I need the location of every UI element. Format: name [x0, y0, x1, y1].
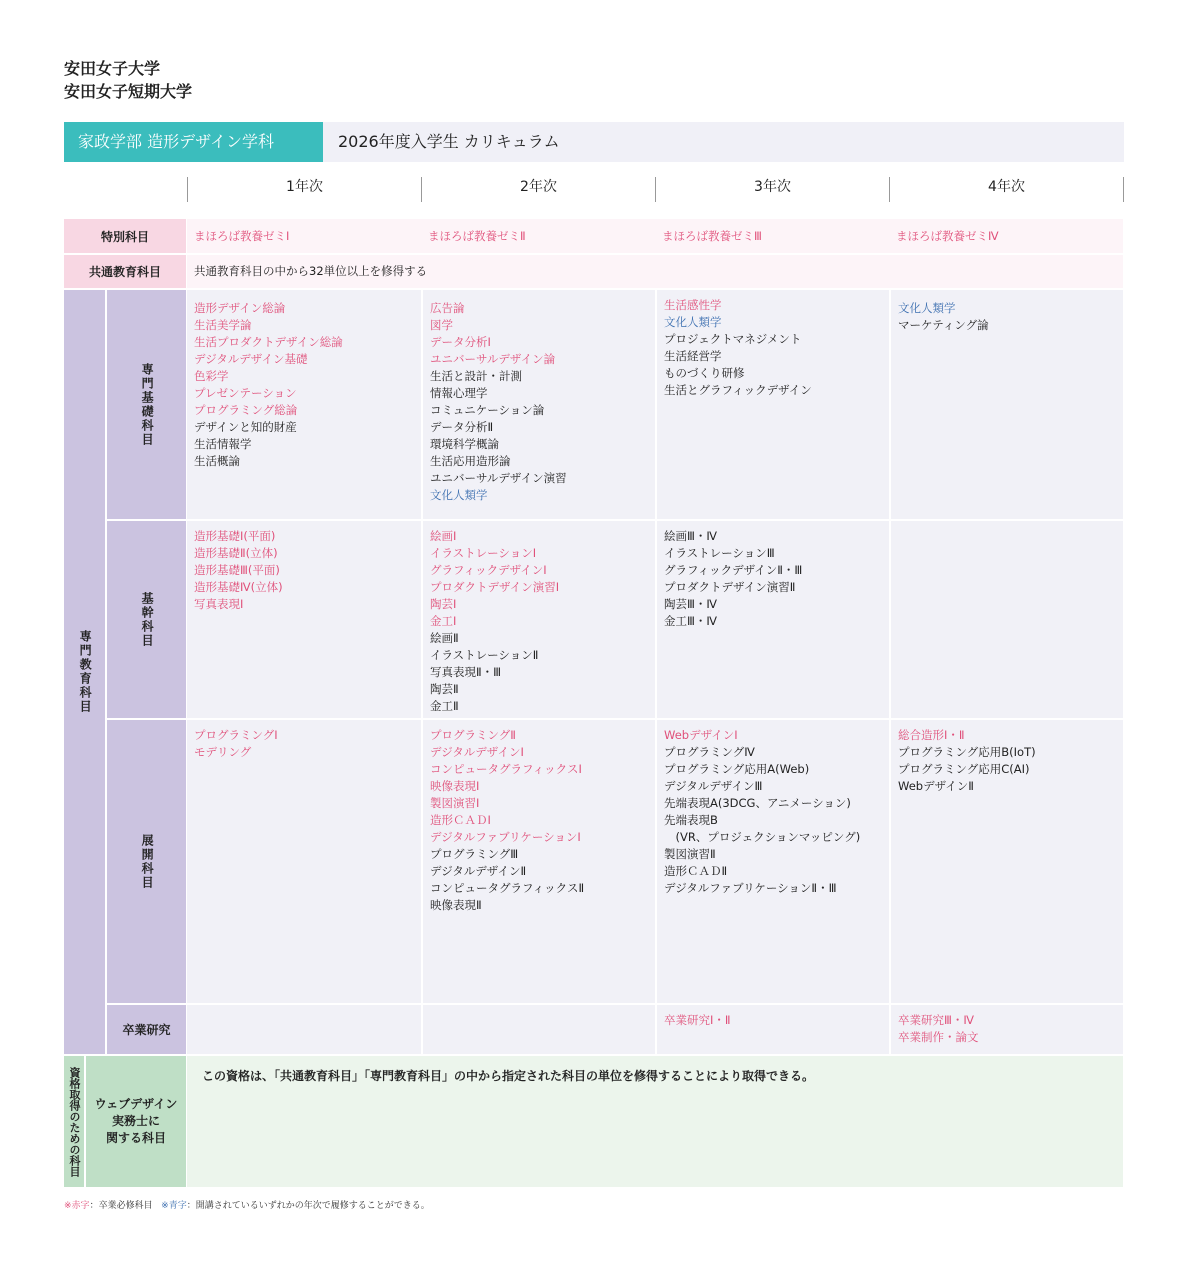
row-label-special: 特別科目 [64, 219, 186, 253]
subject-item: 金工Ⅲ・Ⅳ [664, 614, 718, 628]
subject-item: 製図演習Ⅱ [664, 847, 716, 861]
advanced-cell-y4 [891, 720, 1123, 1003]
subject-item: 図学 [430, 318, 453, 332]
year-header-1: 1年次 [187, 177, 421, 202]
subject-item: イラストレーションⅠ [430, 546, 537, 560]
major-education-label [64, 290, 105, 1054]
subject-item: 生活経営学 [664, 349, 722, 363]
subject-item: データ分析Ⅱ [430, 420, 494, 434]
subject-item: 絵画Ⅲ・Ⅳ [664, 529, 718, 543]
subject-item: グラフィックデザインⅠ [430, 563, 547, 577]
special-item-y3: まほろば教養ゼミⅢ [662, 229, 762, 243]
subject-item: プレゼンテーション [194, 386, 297, 400]
subject-item: 生活応用造形論 [430, 454, 511, 468]
subject-item: プログラミング総論 [194, 403, 298, 417]
subject-item: デジタルデザインⅢ [664, 779, 763, 793]
subject-item: 生活美学論 [194, 318, 252, 332]
row-label-common: 共通教育科目 [64, 255, 186, 288]
subject-item: 映像表現Ⅱ [430, 898, 482, 912]
subject-item: プロダクトデザイン演習Ⅱ [664, 580, 796, 594]
subject-item: 絵画Ⅰ [430, 529, 457, 543]
subject-item: 文化人類学 [430, 488, 488, 502]
subject-item: モデリング [194, 745, 252, 759]
subject-item: 金工Ⅰ [430, 614, 457, 628]
subject-item: 造形基礎Ⅱ(立体) [194, 546, 278, 560]
subject-item: 卒業制作・論文 [898, 1030, 979, 1044]
basic-cell-y3 [657, 290, 889, 519]
subject-item: 文化人類学 [898, 301, 956, 315]
core-cell-y4 [891, 521, 1123, 718]
subject-item: デジタルデザインⅡ [430, 864, 527, 878]
subject-item: 環境科学概論 [430, 437, 499, 451]
qualification-label-line-1: ウェブデザイン [94, 1097, 178, 1111]
subject-item: コンピュータグラフィックスⅡ [430, 881, 585, 895]
row-label-basic [107, 290, 186, 519]
subject-item: デジタルファブリケーションⅡ・Ⅲ [664, 881, 837, 895]
subject-item: マーケティング論 [898, 318, 989, 332]
subject-item: ものづくり研修 [664, 366, 745, 380]
footnote-blue-word: 青字 [168, 1201, 187, 1211]
special-item-y2: まほろば教養ゼミⅡ [428, 229, 526, 243]
subject-item: データ分析Ⅰ [430, 335, 491, 349]
subject-item: ユニバーサルデザイン演習 [430, 471, 567, 485]
subject-item: ユニバーサルデザイン論 [430, 352, 556, 366]
thesis-cell-y4 [891, 1005, 1123, 1054]
subject-item: デジタルファブリケーションⅠ [430, 830, 581, 844]
subject-item: 先端表現A(3DCG、アニメーション) [664, 796, 851, 810]
row-label-core [107, 521, 186, 718]
core-cell-y2 [423, 521, 655, 718]
special-item-y4: まほろば教養ゼミⅣ [896, 229, 999, 243]
curriculum-title: 2026年度入学生 カリキュラム [323, 122, 1124, 162]
major-education-label-text: 専門教育科目 [78, 630, 93, 714]
subject-item: 先端表現B [664, 813, 718, 827]
basic-cell-y4 [891, 290, 1123, 519]
subject-item: プログラミングⅠ [194, 728, 278, 742]
subject-item: 造形ＣＡＤⅠ [430, 813, 491, 827]
year-header-4: 4年次 [889, 177, 1124, 202]
subject-item: 造形基礎Ⅲ(平面) [194, 563, 280, 577]
subject-item: コミュニケーション論 [430, 403, 545, 417]
subject-item: 映像表現Ⅰ [430, 779, 480, 793]
subject-item: デザインと知的財産 [194, 420, 297, 434]
subject-item: プログラミング応用A(Web) [664, 762, 810, 776]
year-header-2: 2年次 [421, 177, 655, 202]
subject-item: 生活とグラフィックデザイン [664, 383, 812, 397]
department-title: 家政学部 造形デザイン学科 [64, 122, 323, 162]
subject-item: デジタルデザインⅠ [430, 745, 524, 759]
advanced-cell-y1 [187, 720, 421, 1003]
advanced-cell-y2 [423, 720, 655, 1003]
subject-item: プロダクトデザイン演習Ⅰ [430, 580, 560, 594]
subject-item: 文化人類学 [664, 315, 722, 329]
qualification-outer-label-text: 資格取得のための科目 [68, 1066, 82, 1177]
subject-item: 陶芸Ⅱ [430, 682, 459, 696]
subject-item: コンピュータグラフィックスⅠ [430, 762, 582, 776]
subject-item: グラフィックデザインⅡ・Ⅲ [664, 563, 803, 577]
university-name-1: 安田女子大学 [64, 59, 161, 78]
subject-item: 生活概論 [194, 454, 240, 468]
basic-cell-y1 [187, 290, 421, 519]
footnote-red-desc: ：卒業必修科目 [89, 1201, 153, 1211]
subject-item: 広告論 [430, 301, 465, 315]
subject-item: 陶芸Ⅰ [430, 597, 457, 611]
subject-item: WebデザインⅡ [898, 779, 974, 793]
qualification-label-line-2: 実務士に [111, 1114, 160, 1128]
subject-item: (VR、プロジェクションマッピング) [664, 830, 861, 844]
subject-item: 造形デザイン総論 [194, 301, 286, 315]
subject-item: 生活プロダクトデザイン総論 [194, 335, 343, 349]
subject-item: プログラミングⅣ [664, 745, 755, 759]
year-header-3: 3年次 [655, 177, 889, 202]
subject-item: 情報心理学 [430, 386, 488, 400]
qualification-text: この資格は、「共通教育科目」「専門教育科目」の中から指定された科目の単位を修得することにより取得できる。 [187, 1056, 1123, 1187]
subject-item: 製図演習Ⅰ [430, 796, 480, 810]
row-label-thesis: 卒業研究 [107, 1005, 186, 1054]
subject-item: イラストレーションⅡ [430, 648, 539, 662]
subject-item: 色彩学 [194, 369, 229, 383]
subject-item: 造形基礎Ⅳ(立体) [194, 580, 283, 594]
subject-item: 写真表現Ⅰ [194, 597, 244, 611]
core-cell-y1 [187, 521, 421, 718]
subject-item: 卒業研究Ⅲ・Ⅳ [898, 1013, 975, 1027]
row-label-core-text: 基幹科目 [140, 591, 155, 648]
subject-item: 写真表現Ⅱ・Ⅲ [430, 665, 502, 679]
basic-cell-y2 [423, 290, 655, 519]
subject-item: 総合造形Ⅰ・Ⅱ [898, 728, 965, 742]
subject-item: イラストレーションⅢ [664, 546, 775, 560]
subject-item: プログラミングⅢ [430, 847, 519, 861]
row-label-advanced-text: 展開科目 [140, 833, 155, 890]
footnote [64, 1199, 430, 1213]
subject-item: プログラミング応用B(IoT) [898, 745, 1036, 759]
special-item-y1: まほろば教養ゼミⅠ [194, 229, 290, 243]
subject-item: プログラミング応用C(AI) [898, 762, 1030, 776]
qualification-outer-label [64, 1056, 84, 1187]
subject-item: 造形基礎Ⅰ(平面) [194, 529, 276, 543]
advanced-cell-y3 [657, 720, 889, 1003]
university-name-2: 安田女子短期大学 [64, 82, 193, 101]
subject-item: 陶芸Ⅲ・Ⅳ [664, 597, 718, 611]
core-cell-y3 [657, 521, 889, 718]
subject-item: 卒業研究Ⅰ・Ⅱ [664, 1013, 731, 1027]
footnote-mark-2: ※ [161, 1201, 169, 1211]
qualification-label-line-3: 関する科目 [105, 1131, 166, 1145]
footnote-mark-1: ※ [64, 1201, 72, 1211]
subject-item: 生活と設計・計測 [430, 369, 522, 383]
subject-item: WebデザインⅠ [664, 728, 738, 742]
subject-item: デジタルデザイン基礎 [194, 352, 308, 366]
subject-item: 絵画Ⅱ [430, 631, 459, 645]
subject-item: 金工Ⅱ [430, 699, 459, 713]
footnote-red-word: 赤字 [71, 1201, 90, 1211]
footnote-blue-desc: ：開講されているいずれかの年次で履修することができる。 [186, 1201, 430, 1211]
subject-item: プログラミングⅡ [430, 728, 516, 742]
subject-item: 生活感性学 [664, 298, 722, 312]
qualification-label [86, 1056, 186, 1187]
thesis-cell-y3 [657, 1005, 889, 1054]
row-label-advanced [107, 720, 186, 1003]
subject-item: 生活情報学 [194, 437, 252, 451]
thesis-cell-y1 [187, 1005, 421, 1054]
subject-item: プロジェクトマネジメント [664, 332, 802, 346]
common-text: 共通教育科目の中から32単位以上を修得する [187, 255, 1123, 288]
subject-item: 造形ＣＡＤⅡ [664, 864, 728, 878]
thesis-cell-y2 [423, 1005, 655, 1054]
row-label-basic-text: 専門基礎科目 [140, 362, 155, 447]
